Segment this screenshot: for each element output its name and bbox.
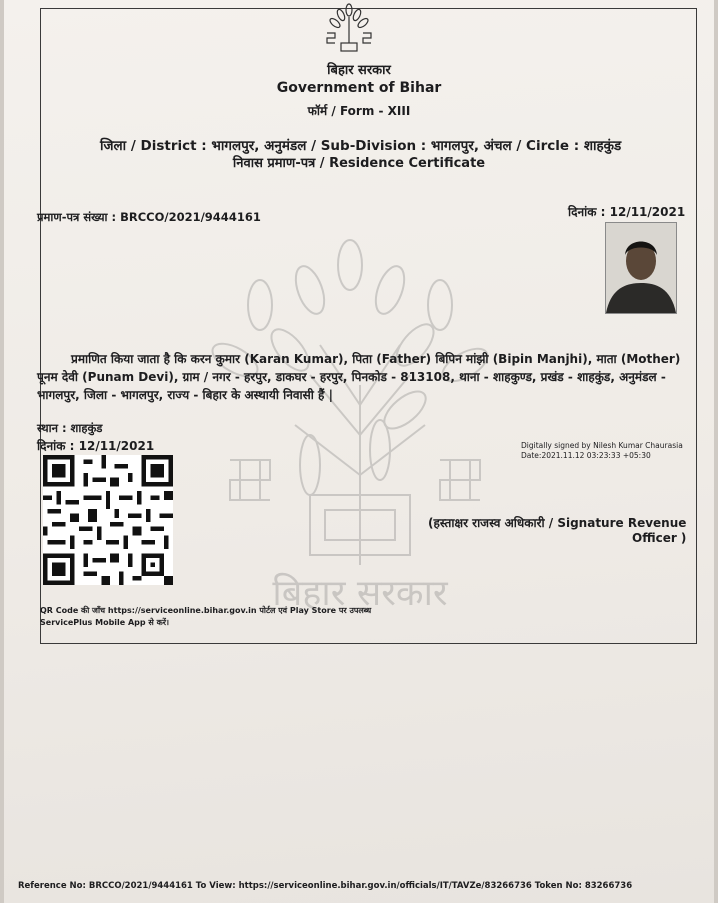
issue-date: दिनांक : 12/11/2021 (568, 205, 686, 219)
reference-footer: Reference No: BRCCO/2021/9444161 To View: https://serviceonline.bihar.gov.in/officials/IT/TAVZe/83266736 Token No: 83266736 (18, 881, 633, 891)
qr-code (43, 455, 173, 585)
digital-signature-date: Date:2021.11.12 03:23:33 +05:30 (521, 451, 651, 460)
watermark-text: बिहार सरकार (272, 573, 448, 614)
place: स्थान : शाहकुंड (37, 421, 103, 435)
watermark-tree-emblem (200, 235, 520, 615)
qr-verification-app-note: ServicePlus Mobile App से करें। (40, 618, 170, 627)
place-date: दिनांक : 12/11/2021 (37, 439, 155, 453)
signature-label: (हस्ताक्षर राजस्व अधिकारी / Signature Revenue (428, 516, 687, 530)
title-english: Government of Bihar (276, 80, 442, 96)
form-number: फॉर्म / Form - XIII (307, 104, 411, 118)
certificate-number: प्रमाण-पत्र संख्या : BRCCO/2021/9444161 (37, 210, 261, 224)
applicant-photo (605, 222, 677, 314)
digital-signature-line1: Digitally signed by Nilesh Kumar Chaurasia (521, 441, 683, 450)
qr-verification-note: QR Code की जाँच https://serviceonline.bihar.gov.in पोर्टल एवं Play Store पर उपलब्ध (40, 606, 372, 615)
certificate-body-text (37, 350, 687, 404)
signature-label-officer: Officer ) (632, 531, 687, 545)
certificate-title: निवास प्रमाण-पत्र / Residence Certificate (232, 156, 486, 171)
location-line: जिला / District : भागलपुर, अनुमंडल / Sub-Division : भागलपुर, अंचल / Circle : शाहकुंड (100, 138, 622, 154)
bihar-emblem-icon (321, 3, 377, 57)
body-text: प्रमाणित किया जाता है कि करन कुमार (Karan Kumar), पिता (Father) बिपिन मांझी (Bipin Manjhi), माता (Mother) पूनम देवी (Punam Devi), ग्राम / नगर - हरपुर, डाकघर - हरपुर, पिनकोड - 813108, थाना - शाहकुण्ड, प्रखंड - शाहकुंड, अनुमंडल - भागलपुर, जिला - भागलपुर, राज्य - बिहार के अस्थायी निवासी हैं | (37, 352, 681, 402)
title-hindi: बिहार सरकार (327, 63, 391, 78)
